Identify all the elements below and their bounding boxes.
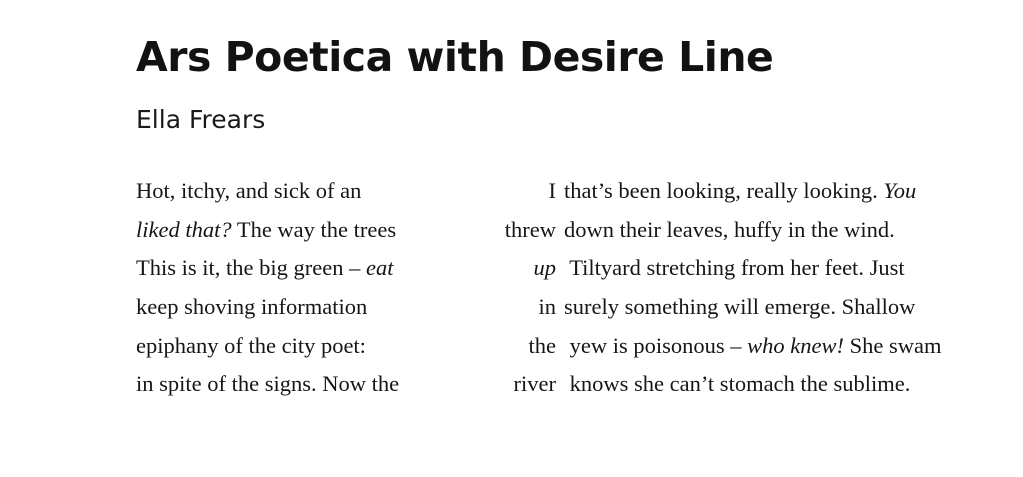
page-title: Ars Poetica with Desire Line [136, 33, 774, 81]
poem-line [136, 288, 1023, 327]
poem-body [136, 134, 1023, 404]
line-text-italic: who knew! [747, 332, 844, 358]
line-text: Tiltyard stretching from her feet. Just [564, 255, 905, 281]
poem-line-middle: in [538, 293, 556, 319]
poem-line-left [136, 172, 432, 211]
poem-line [136, 249, 1023, 288]
poem-line-left [136, 288, 432, 327]
poem-line-left [136, 249, 432, 288]
poem-line-left [136, 211, 432, 250]
line-text: This is it, the big green – [136, 255, 366, 281]
line-text: that’s been looking, really looking. [564, 178, 884, 204]
line-text: in spite of the signs. Now the [136, 371, 400, 397]
poem-line [136, 211, 1023, 250]
poem-line-right [564, 211, 895, 250]
poem-line-right [564, 172, 916, 211]
poem-line-middle: the [528, 332, 556, 358]
line-text: down their leaves, huffy in the wind. [564, 216, 895, 242]
line-text: surely something will emerge. Shallow [564, 293, 916, 319]
poem-line [136, 365, 1023, 404]
poem-line [136, 327, 1023, 366]
line-text-italic: eat [365, 255, 394, 281]
poem-line-middle: river [513, 371, 556, 397]
poem-line-middle: threw [504, 216, 556, 242]
line-text-italic: You [883, 178, 917, 204]
line-text: knows she can’t stomach the sublime. [564, 371, 911, 397]
line-text: epiphany of the city poet: [136, 332, 366, 358]
line-text-italic: liked that? [136, 216, 232, 242]
poem-line-middle: I [548, 178, 556, 204]
poem-line-right [564, 249, 905, 288]
poem-line-right [564, 365, 910, 404]
line-text: keep shoving information [136, 293, 368, 319]
poem-line-right [564, 288, 915, 327]
poem-line-left [136, 327, 432, 366]
line-text-tail: She swam [844, 332, 942, 358]
line-text: yew is poisonous – [564, 332, 748, 358]
line-text: Hot, itchy, and sick of an [136, 178, 362, 204]
poem-line-left [136, 365, 432, 404]
poem-line-right [564, 327, 942, 366]
poem-line [136, 172, 1023, 211]
line-text-tail: The way the trees [231, 216, 397, 242]
author-name: Ella Frears [136, 105, 266, 135]
poem-line-middle: up [533, 255, 556, 281]
